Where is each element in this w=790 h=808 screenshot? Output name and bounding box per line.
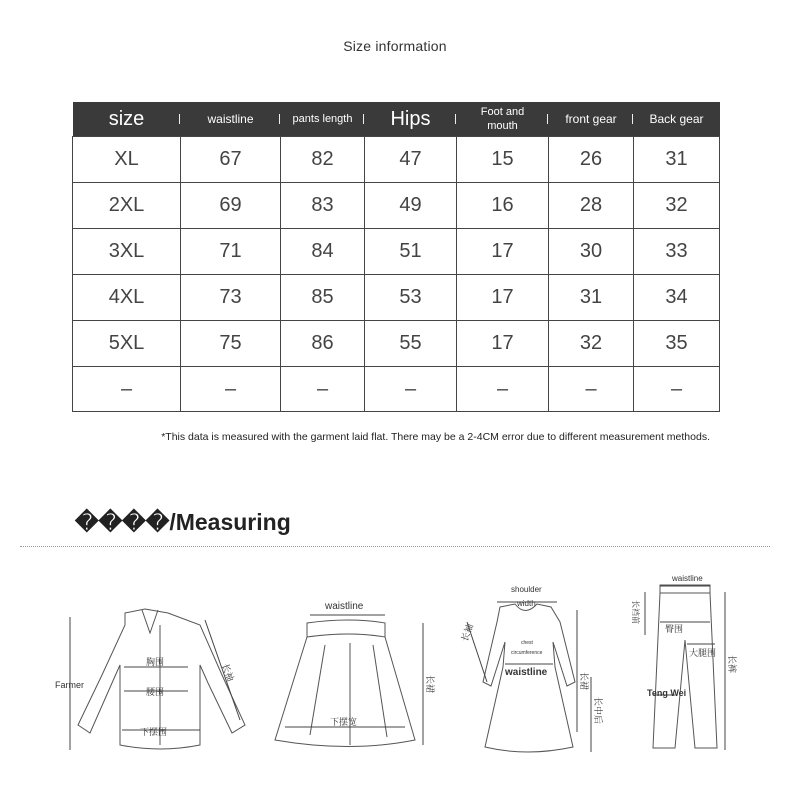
table-cell: 33 [634,229,720,275]
header-label: pants length [292,113,353,125]
separator [279,114,280,124]
table-cell: 31 [634,137,720,183]
table-row [73,367,720,412]
shirt-hem-label: 下摆围 [140,727,168,737]
table-cell: 85 [281,275,365,321]
separator [547,114,548,124]
table-cell: 28 [549,183,634,229]
shirt-sleeve-label: 长袖 [220,662,236,683]
table-cell: 17 [457,229,549,275]
header-pants-length [281,102,365,137]
table-cell: 2XL [73,183,181,229]
table-cell: 4XL [73,275,181,321]
table-cell: 55 [365,321,457,367]
dress-length-label: 长裙 [579,672,589,691]
separator [632,114,633,124]
dress-hem-label: 长中后 [593,697,603,725]
table-cell: 51 [365,229,457,275]
table-cell: – [634,367,720,412]
table-cell: 32 [634,183,720,229]
table-cell: 83 [281,183,365,229]
table-cell: 5XL [73,321,181,367]
dress-circ-label: circumference [511,650,543,656]
pants-waist-label: waistline [672,574,703,583]
header-back-gear [634,102,720,137]
header-label: size [108,108,145,130]
table-cell: 67 [181,137,281,183]
skirt-hem-label: 下摆宽 [330,717,358,727]
table-cell: 3XL [73,229,181,275]
table-cell: – [181,367,281,412]
dress-waist-label: waistline [505,667,548,678]
table-cell: 26 [549,137,634,183]
table-row [73,321,720,367]
table-cell: – [73,367,181,412]
skirt-waist-label: waistline [325,601,364,612]
table-cell: 49 [365,183,457,229]
shirt-waist-label: 腰围 [146,687,165,697]
table-cell: 30 [549,229,634,275]
table-cell: 75 [181,321,281,367]
table-cell: 84 [281,229,365,275]
shirt-side-label: Farmer [55,680,84,690]
header-label: Hips [390,108,431,130]
table-row [73,275,720,321]
pants-diagram [625,570,745,755]
pants-thigh-label: 大腿围 [689,648,717,658]
pants-front-label: 长裆前 [631,600,640,624]
table-cell: 35 [634,321,720,367]
header-hips [365,102,457,137]
table-cell: 34 [634,275,720,321]
table-cell: 17 [457,321,549,367]
dress-diagram [455,582,605,757]
table-cell: 47 [365,137,457,183]
table-cell: 32 [549,321,634,367]
dress-chest-label: chest [521,640,533,646]
table-cell: 73 [181,275,281,321]
measurement-note: *This data is measured with the garment laid flat. There may be a 2-4CM error due to different measurement methods. [161,431,710,443]
table-cell: 71 [181,229,281,275]
skirt-length-label: 长裙 [425,675,435,694]
table-header-row [73,102,720,137]
table-row [73,183,720,229]
table-cell: 53 [365,275,457,321]
table-cell: XL [73,137,181,183]
table-cell: 69 [181,183,281,229]
table-row [73,137,720,183]
header-front-gear [549,102,634,137]
header-foot-mouth [457,102,549,137]
separator [455,114,456,124]
table-cell: – [365,367,457,412]
dress-width-label: width [517,599,536,608]
shirt-chest-label: 胸围 [146,657,165,667]
size-table [72,102,720,412]
table-cell: 31 [549,275,634,321]
section-title: ����/Measuring [75,509,291,535]
dress-sleeve-label: 长袖 [459,622,476,643]
skirt-diagram [265,595,440,755]
header-label: waistline [207,112,254,126]
table-cell: – [457,367,549,412]
separator [179,114,180,124]
header-label: Back gear [649,112,704,126]
table-cell: – [281,367,365,412]
header-size [73,102,181,137]
table-row [73,229,720,275]
header-label: Foot and mouth [480,106,525,132]
dotted-divider [20,546,770,547]
header-waistline [181,102,281,137]
separator [363,114,364,124]
dress-shoulder-label: shoulder [511,585,542,594]
header-label: front gear [565,112,617,126]
table-cell: 16 [457,183,549,229]
shirt-diagram [50,605,250,755]
table-cell: – [549,367,634,412]
pants-hip-label: 臀围 [665,624,684,634]
page-title: Size information [343,38,447,54]
table-cell: 86 [281,321,365,367]
table-cell: 17 [457,275,549,321]
pants-foot-label: Teng Wei [647,688,687,698]
pants-length-label: 长裤 [727,655,737,674]
table-cell: 15 [457,137,549,183]
table-cell: 82 [281,137,365,183]
